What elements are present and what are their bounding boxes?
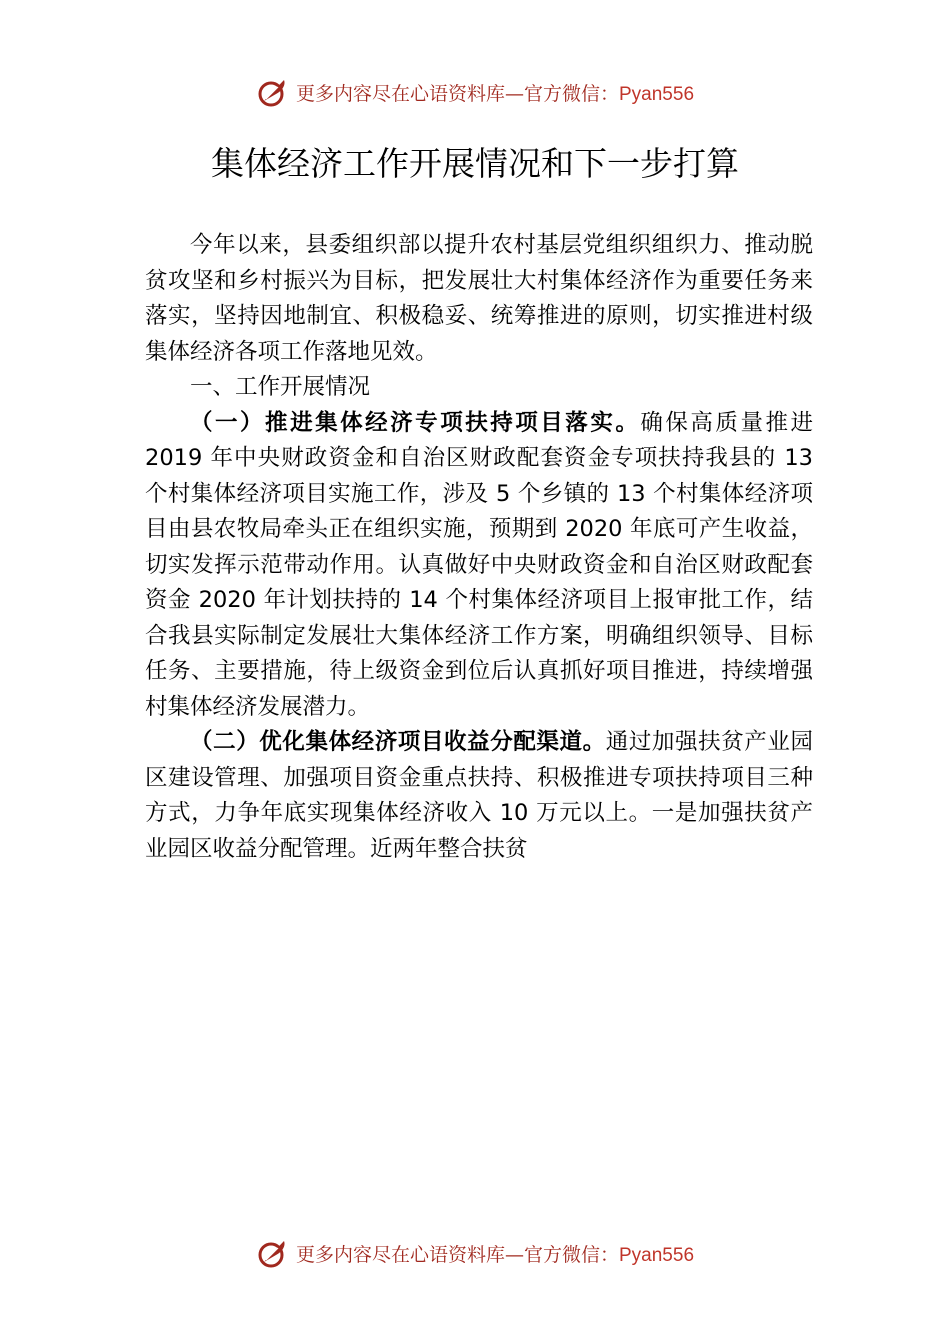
feather-quill-icon (256, 1236, 290, 1270)
document-title: 集体经济工作开展情况和下一步打算 (211, 144, 739, 183)
watermark-text: 更多内容尽在心语资料库—官方微信：Pyan556 (295, 1243, 695, 1266)
section-heading: 一、工作开展情况 (190, 374, 371, 400)
item-paragraph-1 (145, 406, 813, 726)
watermark-bottom (0, 1233, 950, 1273)
item-lead-1: （一）推进集体经济专项扶持项目落实。 (190, 409, 641, 436)
item-paragraph-2 (145, 725, 813, 867)
item-lead-2: （二）优化集体经济项目收益分配渠道。 (190, 729, 606, 755)
item-body-2: 通过加强扶贫产业园区建设管理、加强项目资金重点扶持、积极推进专项扶持项目三种方式，力争年底实现集体经济收入 10 万元以上。一是加强扶贫产业园区收益分配管理。近两年整合扶贫 (145, 729, 813, 862)
watermark-top (0, 72, 950, 112)
watermark-wechat-id: Pyan556 (619, 1244, 695, 1266)
intro-paragraph: 今年以来，县委组织部以提升农村基层党组织组织力、推动脱贫攻坚和乡村振兴为目标，把发展壮大村集体经济作为重要任务来落实，坚持因地制宜、积极稳妥、统筹推进的原则，切实推进村级集体经济各项工作落地见效。 (145, 232, 813, 365)
watermark-text: 更多内容尽在心语资料库—官方微信：Pyan556 (295, 82, 695, 105)
feather-quill-icon (256, 75, 290, 109)
item-body-1: 确保高质量推进 2019 年中央财政资金和自治区财政配套资金专项扶持我县的 13 个村集体经济项目实施工作，涉及 5 个乡镇的 13 个村集体经济项目由县农牧局牵头正在组织实施，预期到 2020 年底可产生收益，切实发挥示范带动作用。认真做好中央财政资金和自治区财政配套资金 2020 年计划扶持的 14 个村集体经济项目上报审批工作，结合我县实际制定发展壮大集体经济工作方案，明确组织领导、目标任务、主要措施，待上级资金到位后认真抓好项目推进，持续增强村集体经济发展潜力。 (145, 409, 813, 720)
watermark-wechat-id: Pyan556 (619, 83, 695, 105)
document-body (145, 228, 813, 867)
